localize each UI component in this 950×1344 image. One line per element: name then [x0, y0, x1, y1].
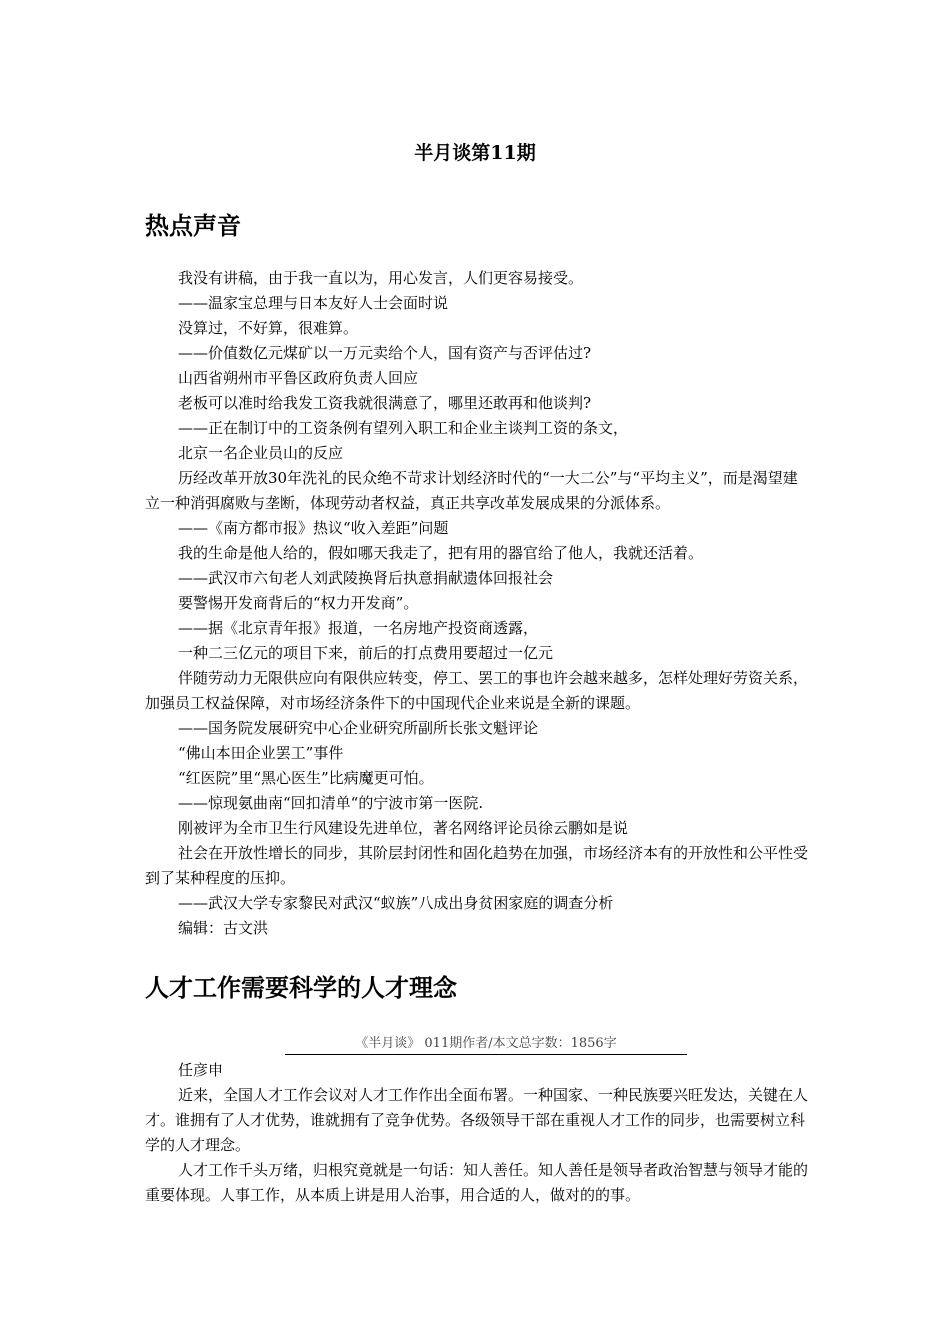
paragraph: 一种二三亿元的项目下来，前后的打点费用要超过一亿元: [178, 644, 554, 662]
paragraph: 北京一名企业员山的反应: [178, 444, 344, 462]
paragraph: ——据《北京青年报》报道，一名房地产投资商透露，: [178, 619, 539, 637]
section-body-talent-work: [145, 1058, 810, 1208]
paragraph: 刚被评为全市卫生行风建设先进单位，著名网络评论员徐云鹏如是说: [178, 819, 629, 837]
section-heading-talent-work: 人才工作需要科学的人才理念: [145, 973, 457, 1002]
section-heading-hot-voices: 热点声音: [145, 211, 241, 240]
paragraph: 近来，全国人才工作会议对人才工作作出全面布署。一种国家、一种民族要兴旺发达，关键在人才。谁拥有了人才优势，谁就拥有了竞争优势。各级领导干部在重视人才工作的同步，也需要树立科学的人才理念。: [145, 1086, 809, 1154]
editor-credit: 编辑：古文洪: [178, 919, 269, 937]
paragraph: ——《南方都市报》热议“收入差距”问题: [178, 519, 449, 537]
paragraph: ——价值数亿元煤矿以一万元卖给个人，国有资产与否评估过?: [178, 344, 592, 362]
section-body-hot-voices: [145, 266, 810, 941]
paragraph: 山西省朔州市平鲁区政府负责人回应: [178, 369, 419, 387]
paragraph: 我没有讲稿，由于我一直以为，用心发言，人们更容易接受。: [178, 269, 584, 287]
document-title: 半月谈第11期: [414, 142, 536, 164]
paragraph: 历经改革开放30年洗礼的民众绝不苛求计划经济时代的“一大二公”与“平均主义”，而是渴望建立一种消弭腐败与垄断，体现劳动者权益，真正共享改革发展成果的分派体系。: [145, 469, 798, 512]
paragraph: “红医院”里“黑心医生”比病魔更可怕。: [178, 769, 434, 787]
paragraph: 人才工作千头万绪，归根究竟就是一句话：知人善任。知人善任是领导者政治智慧与领导才能的重要体现。人事工作，从本质上讲是用人治事，用合适的人，做对的的事。: [145, 1161, 809, 1204]
paragraph: ——国务院发展研究中心企业研究所副所长张文魁评论: [178, 719, 539, 737]
paragraph: ——惊现氨曲南“回扣清单“的宁波市第一医院.: [178, 794, 484, 812]
paragraph: “佛山本田企业罢工”事件: [178, 744, 344, 762]
paragraph: ——温家宝总理与日本友好人士会面时说: [178, 294, 449, 312]
paragraph: 社会在开放性增长的同步，其阶层封闭性和固化趋势在加强，市场经济本有的开放性和公平性受到了某种程度的压抑。: [145, 844, 809, 887]
paragraph: 要警惕开发商背后的“权力开发商”。: [178, 594, 419, 612]
paragraph: 老板可以准时给我发工资我就很满意了，哪里还敢再和他谈判?: [178, 394, 592, 412]
article-meta-line: 《半月谈》 011期作者/本文总字数：1856字: [285, 1035, 687, 1055]
paragraph: 我的生命是他人给的，假如哪天我走了，把有用的器官给了他人，我就还活着。: [178, 544, 704, 562]
paragraph: ——武汉市六旬老人刘武陵换肾后执意捐献遗体回报社会: [178, 569, 554, 587]
paragraph: ——武汉大学专家黎民对武汉“蚁族”八成出身贫困家庭的调查分析: [178, 894, 614, 912]
paragraph: ——正在制订中的工资条例有望列入职工和企业主谈判工资的条文，: [178, 419, 629, 437]
paragraph: 没算过，不好算，很难算。: [178, 319, 359, 337]
author-line: 任彦申: [178, 1061, 224, 1079]
paragraph: 伴随劳动力无限供应向有限供应转变，停工、罢工的事也许会越来越多，怎样处理好劳资关系，加强员工权益保障，对市场经济条件下的中国现代企业来说是全新的课题。: [145, 669, 809, 712]
